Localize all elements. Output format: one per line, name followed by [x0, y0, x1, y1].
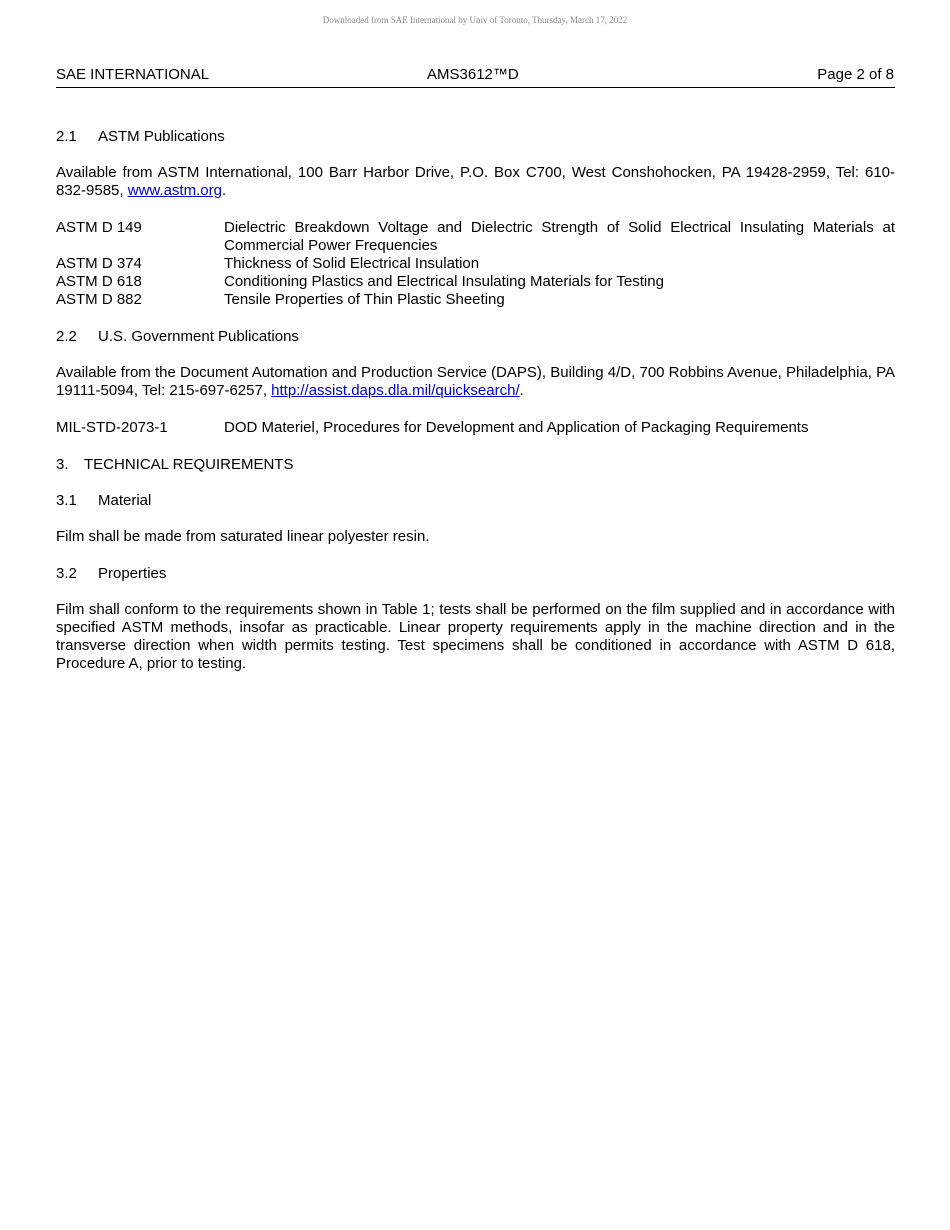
- reference-row: [56, 291, 895, 309]
- reference-row: [56, 273, 895, 291]
- astm-reference-list: [56, 219, 895, 309]
- paragraph-end: .: [519, 382, 524, 399]
- section-number: 3.: [56, 456, 69, 473]
- reference-code: ASTM D 882: [56, 291, 142, 308]
- header-page-number: Page 2 of 8: [817, 66, 894, 83]
- section-number: 3.2: [56, 565, 77, 582]
- reference-title: Dielectric Breakdown Voltage and Dielectric Strength of Solid Electrical Insulating Materials at Commercial Power Frequencies: [224, 219, 895, 254]
- reference-title: Tensile Properties of Thin Plastic Sheeting: [224, 291, 505, 308]
- reference-row: [56, 419, 895, 437]
- reference-row: [56, 219, 895, 255]
- section-2-2-heading: [56, 328, 895, 346]
- paragraph-end: .: [221, 182, 227, 199]
- section-title: ASTM Publications: [98, 128, 225, 145]
- paragraph-text: Available from the Document Automation and Production Service (DAPS), Building 4/D, 700 Robbins Avenue, Philadelphia, PA 19111-5094, Tel: 215-697-6257,: [56, 364, 895, 399]
- section-3-heading: [56, 456, 895, 474]
- section-title: TECHNICAL REQUIREMENTS: [84, 456, 294, 473]
- header-org: SAE INTERNATIONAL: [56, 66, 210, 83]
- header-doc-number: AMS3612™D: [427, 66, 519, 83]
- section-title: Properties: [98, 565, 167, 582]
- government-reference-list: [56, 419, 895, 437]
- section-3-1-heading: [56, 492, 895, 510]
- assist-quicksearch-link[interactable]: http://assist.daps.dla.mil/quicksearch/: [271, 382, 520, 399]
- astm-availability-paragraph: [56, 164, 895, 200]
- section-number: 2.2: [56, 328, 77, 345]
- download-watermark: Downloaded from SAE International by Univ of Toronto, Thursday, March 17, 2022: [322, 15, 628, 25]
- section-3-2-heading: [56, 565, 895, 583]
- page-header: [56, 66, 895, 88]
- section-2-1-heading: [56, 128, 895, 146]
- section-number: 2.1: [56, 128, 77, 145]
- section-title: U.S. Government Publications: [98, 328, 299, 345]
- paragraph-text: Available from ASTM International, 100 Barr Harbor Drive, P.O. Box C700, West Conshohocken, PA 19428-2959, Tel: 610-832-9585,: [56, 164, 895, 199]
- daps-availability-paragraph: [56, 364, 895, 400]
- document-body: [56, 128, 895, 692]
- reference-code: MIL-STD-2073-1: [56, 419, 168, 436]
- reference-row: [56, 255, 895, 273]
- astm-website-link[interactable]: www.astm.org: [127, 182, 222, 199]
- section-number: 3.1: [56, 492, 77, 509]
- properties-paragraph: Film shall conform to the requirements shown in Table 1; tests shall be performed on the film supplied and in accordance with specified ASTM methods, insofar as practicable. Linear property requirements apply in the machine direction and in the transverse direction when width permits testing. Test specimens shall be conditioned in accordance with ASTM D 618, Procedure A, prior to testing.: [56, 601, 895, 672]
- reference-code: ASTM D 618: [56, 273, 142, 290]
- reference-code: ASTM D 374: [56, 255, 142, 272]
- reference-code: ASTM D 149: [56, 219, 142, 236]
- material-paragraph: Film shall be made from saturated linear polyester resin.: [56, 528, 430, 545]
- reference-title: Thickness of Solid Electrical Insulation: [224, 255, 480, 272]
- section-title: Material: [98, 492, 152, 509]
- reference-title: DOD Materiel, Procedures for Development and Application of Packaging Requirements: [224, 419, 809, 436]
- reference-title: Conditioning Plastics and Electrical Insulating Materials for Testing: [224, 273, 664, 290]
